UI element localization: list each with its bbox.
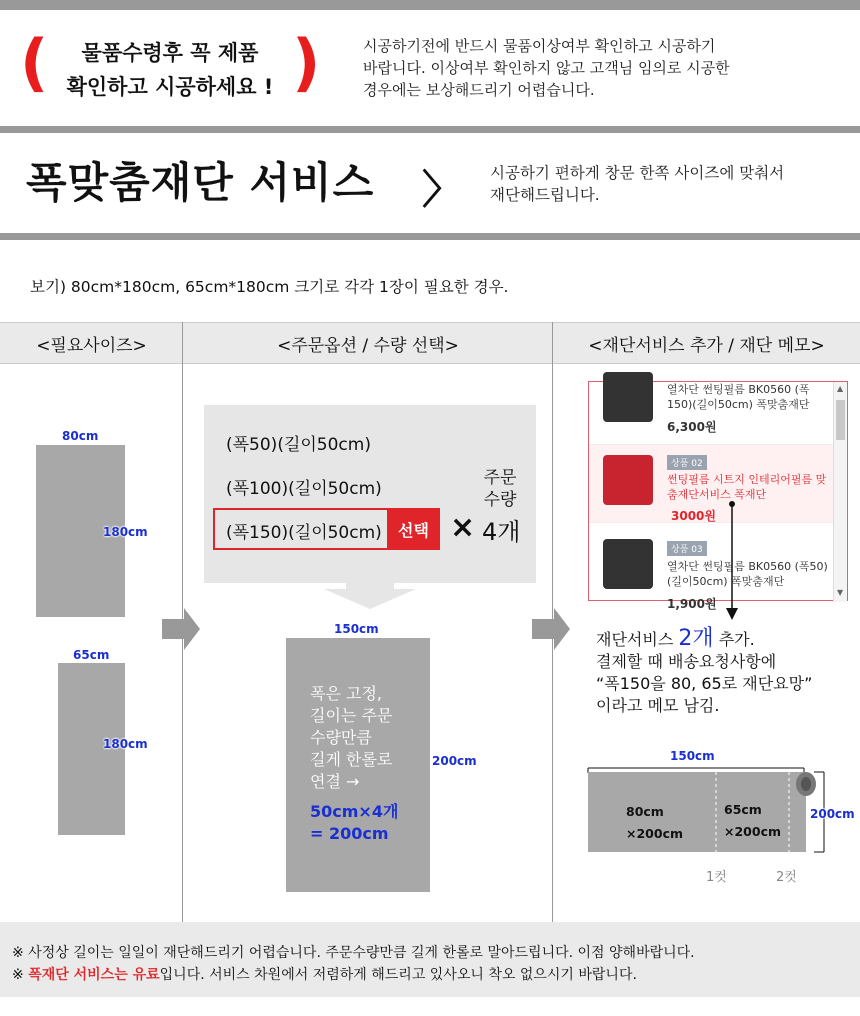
example-text: 보기) 80cm*180cm, 65cm*180cm 크기로 각각 1장이 필요한 경우.: [30, 278, 509, 296]
roll-desc-line2: 길이는 주문: [310, 706, 393, 725]
footer-line2-rest: 입니다. 서비스 차원에서 저렴하게 해드리고 있사오니 착오 없으시기 바랍니다.: [159, 967, 637, 983]
memo-instructions: [596, 628, 812, 717]
option-width-50[interactable]: (폭50)(길이50cm): [226, 435, 371, 455]
memo-service-count: 2개: [678, 626, 714, 651]
product-price: 3000원: [671, 509, 716, 523]
list-scrollbar[interactable]: [833, 382, 847, 602]
product-name: 열차단 썬팅필름 BK0560 (폭50)(길이50cm) 폭맞춤재단: [667, 560, 828, 588]
pointer-arrow-icon: [724, 500, 740, 622]
product-thumbnail: [603, 372, 653, 422]
service-title: 폭맞춤재단 서비스: [26, 158, 375, 207]
roll-desc-line3: 수량만큼: [310, 728, 372, 747]
memo-line4: 이라고 메모 남김.: [596, 696, 720, 715]
scroll-thumb[interactable]: [836, 400, 845, 440]
roll-calc-line2: = 200cm: [310, 824, 389, 843]
cart-product-list[interactable]: [588, 381, 848, 611]
memo-line1-post: 추가.: [713, 630, 755, 649]
cut-part1-line1: 80cm: [626, 804, 664, 819]
list-item[interactable]: [589, 444, 834, 523]
product-name: 썬팅필름 시트지 인테리어필름 맞춤재단서비스 폭재단: [667, 473, 827, 501]
column-header-cut-service: <재단서비스 추가 / 재단 메모>: [553, 322, 860, 364]
section-rule-2: [0, 233, 860, 240]
footer-line2-prefix: ※: [12, 967, 29, 983]
cut-part2-line1: 65cm: [724, 802, 762, 817]
option-width-100[interactable]: (폭100)(길이50cm): [226, 479, 382, 499]
product-thumbnail: [603, 539, 653, 589]
memo-line2: 결제할 때 배송요청사항에: [596, 652, 777, 671]
notice-desc-line3: 경우에는 보상해드리기 어렵습니다.: [363, 81, 595, 99]
down-arrow-icon: [324, 583, 416, 609]
section-rule-1: [0, 126, 860, 133]
product-name: 열차단 썬팅필름 BK0560 (폭150)(길이50cm) 폭맞춤재단: [667, 383, 810, 411]
service-desc-line2: 재단해드립니다.: [490, 186, 600, 204]
footer-notice: [0, 922, 860, 997]
footer-line2: [12, 964, 637, 984]
cut-part1-label: [626, 801, 683, 845]
cut-part2-line2: ×200cm: [724, 824, 782, 839]
roll-calc-line1: 50cm×4개: [310, 802, 399, 821]
piece2-width-label: 65cm: [73, 648, 110, 662]
cut-height-label: 200cm: [810, 807, 855, 821]
flow-arrow-2-icon: [532, 608, 572, 650]
product-price: 6,300원: [667, 420, 717, 434]
product-price: 1,900원: [667, 597, 717, 611]
cut-diagram-roll: [584, 764, 830, 860]
cut-width-label: 150cm: [670, 749, 715, 763]
multiply-icon: ×: [450, 510, 476, 545]
notice-title-line2: 확인하고 시공하세요 !: [66, 75, 274, 99]
footer-paid-notice: 폭재단 서비스는 유료: [28, 967, 160, 983]
memo-line1-pre: 재단서비스: [596, 630, 679, 649]
notice-title-line1: 물품수령후 꼭 제품: [81, 41, 259, 65]
option-width-150[interactable]: (폭150)(길이50cm): [226, 523, 382, 543]
paren-close: ): [292, 26, 321, 99]
scroll-up-icon[interactable]: ▲: [837, 384, 844, 393]
roll-width-label: 150cm: [334, 622, 379, 636]
product-badge: 상품 02: [667, 455, 707, 470]
notice-desc-line1: 시공하기전에 반드시 물품이상여부 확인하고 시공하기: [363, 37, 716, 55]
cut-2-label: 2컷: [776, 870, 797, 885]
notice-desc-line2: 바랍니다. 이상여부 확인하지 않고 고객님 임의로 시공한: [363, 59, 730, 77]
cut-part2-label: [724, 799, 781, 843]
memo-line1: [596, 628, 812, 651]
memo-line3: “폭150을 80, 65로 재단요망”: [596, 674, 813, 693]
roll-height-label: 200cm: [432, 754, 477, 768]
product-thumbnail: [603, 455, 653, 505]
paren-open: (: [20, 26, 49, 99]
column-header-options: <주문옵션 / 수량 선택>: [183, 322, 553, 364]
roll-desc-line1: 폭은 고정,: [310, 684, 382, 703]
cut-part1-line2: ×200cm: [626, 826, 684, 841]
list-item[interactable]: [589, 362, 834, 441]
top-rule: [0, 0, 860, 10]
qty-label-line2: 수량: [483, 490, 517, 510]
cut-1-label: 1컷: [706, 870, 727, 885]
qty-label-line1: 주문: [483, 468, 517, 488]
roll-desc-line4: 길게 한롤로: [310, 750, 393, 769]
flow-arrow-1-icon: [162, 608, 202, 650]
qty-value: 4개: [482, 518, 521, 546]
roll-desc-line5: 연결 →: [310, 772, 360, 791]
list-item[interactable]: [589, 527, 834, 611]
scroll-down-icon[interactable]: ▼: [837, 588, 844, 597]
piece2-height-label: 180cm: [103, 737, 148, 751]
column-header-sizes: <필요사이즈>: [0, 322, 183, 364]
chevron-right-icon: 〉: [422, 167, 462, 213]
select-button[interactable]: 선택: [387, 508, 440, 550]
piece1-width-label: 80cm: [62, 429, 99, 443]
product-badge: 상품 03: [667, 541, 707, 556]
service-desc-line1: 시공하기 편하게 창문 한쪽 사이즈에 맞춰서: [490, 164, 785, 182]
footer-line1: ※ 사정상 길이는 일일이 재단해드리기 어렵습니다. 주문수량만큼 길게 한롤로 말아드립니다. 이점 양해바랍니다.: [12, 945, 695, 961]
piece1-height-label: 180cm: [103, 525, 148, 539]
